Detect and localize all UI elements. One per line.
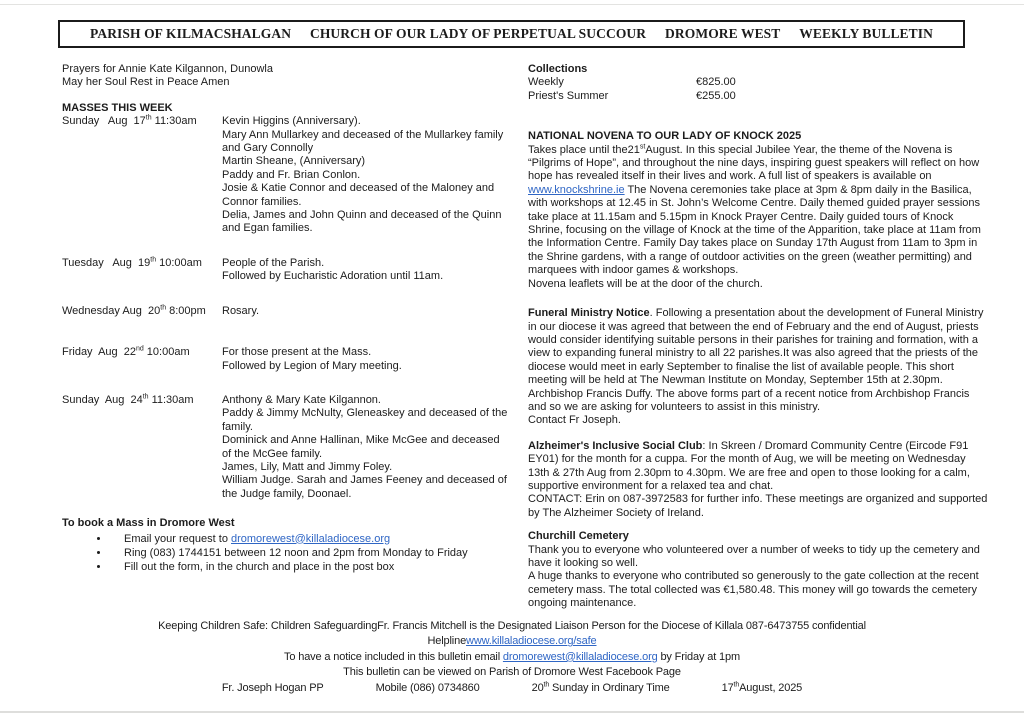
funeral-text: . Following a presentation about the development of Funeral Ministry in our diocese it was agreed that between the end of February and the end of August, priests would consider identifying suitable persons in their parishes for training and formation, with a view to expanding funeral ministry to all 22 parishes.It was also agreed that the priests of the diocese would meet in early September to finalise the list of available people. This short meeting will be held at The Newman Institute on Monday, September 15th at 2.30pm. Archbishop Francis Duffy. The above forms part of a recent notice from Archbishop Francis and so we are asking for volunteers to assist in this ministry.: [528, 307, 984, 413]
mass-row-tuesday-19: [62, 257, 514, 284]
novena-body: [528, 144, 990, 278]
sunday-text: Sunday in Ordinary Time: [549, 681, 670, 694]
mass-intention-line: Josie & Katie Connor and deceased of the Maloney and Connor families.: [222, 182, 495, 208]
notice-text: by Friday at 1pm: [657, 650, 740, 663]
mass-intention-line: People of the Parish.: [222, 256, 325, 269]
funeral-contact-line: Contact Fr Joseph.: [528, 414, 621, 427]
mass-intention-line: Anthony & Mary Kate Kilgannon.: [222, 393, 381, 406]
cemetery-paragraph: A huge thanks to everyone who contributed so generously to the gate collection at the recent cemetery mass. The total collected was €1,580.48. This money will go towards the cemetery ongoing maintenance.: [528, 570, 979, 610]
prayers-line: Prayers for Annie Kate Kilgannon, Dunowla: [62, 63, 273, 75]
collection-label: Weekly: [528, 76, 564, 89]
mass-day-date: Wednesday Aug 20: [62, 304, 161, 317]
novena-heading: NATIONAL NOVENA TO OUR LADY OF KNOCK 2025: [528, 130, 802, 143]
ordinal-suffix: th: [142, 393, 149, 401]
masthead-church: CHURCH OF OUR LADY OF PERPETUAL SUCCOUR: [309, 26, 647, 41]
mass-row-sunday-24: [62, 394, 514, 501]
book-mass-heading: To book a Mass in Dromore West: [62, 517, 235, 530]
facebook-line: This bulletin can be viewed on Parish of Dromore West Facebook Page: [343, 666, 681, 679]
mass-day-date: Tuesday Aug 19: [62, 256, 151, 269]
mass-intention-line: For those present at the Mass.: [222, 346, 372, 359]
cemetery-section: [528, 530, 990, 610]
mass-intentions: [222, 305, 510, 318]
prayers-note: [62, 63, 514, 90]
safeguarding-line: Keeping Children Safe: Children SafeguardingFr. Francis Mitchell is the Designated Liaison Person for the Diocese of Killala 087-6473755 confidential: [158, 620, 866, 632]
funeral-ministry-section: [528, 307, 990, 428]
mass-time: 8:00pm: [169, 304, 206, 317]
masthead-bulletin: WEEKLY BULLETIN: [799, 26, 933, 41]
footer-last-line: [0, 681, 1024, 696]
priest-name: Fr. Joseph Hogan PP: [221, 681, 324, 694]
mass-intention-line: Paddy & Jimmy McNulty, Gleneaskey and deceased of the family.: [222, 407, 508, 433]
scan-artifact-bottom: [0, 711, 1024, 713]
mass-row-sunday-17: [62, 115, 514, 236]
left-column: [62, 63, 514, 576]
mass-day-date: Friday Aug 22: [62, 346, 136, 359]
mass-date: [62, 305, 222, 318]
mass-row-wednesday-20: [62, 305, 514, 318]
mass-date: [62, 115, 222, 236]
alzheimers-section: [528, 440, 990, 520]
mass-date: [62, 346, 222, 373]
ordinal-suffix: th: [733, 680, 740, 688]
mass-intentions: [222, 394, 510, 501]
knockshrine-link[interactable]: www.knockshrine.ie: [528, 183, 625, 196]
alzheimers-contact-line: CONTACT: Erin on 087-3972583 for further info. These meetings are organized and supported by The Alzheimer Society of Ireland.: [528, 493, 988, 519]
collections-section: [528, 63, 990, 103]
mass-day-date: Sunday Aug 24: [62, 393, 143, 406]
notice-text: To have a notice included in this bulletin email: [284, 650, 503, 663]
sunday-number: 20: [531, 681, 544, 694]
collection-label: Priest's Summer: [528, 89, 609, 102]
mass-intention-line: Delia, James and John Quinn and deceased of the Quinn and Egan families.: [222, 209, 502, 235]
mass-day-date: Sunday Aug 17: [62, 115, 146, 128]
mass-date: [62, 394, 222, 501]
ordinal-suffix: th: [150, 256, 157, 264]
book-mass-bullet-email: [110, 533, 514, 546]
ordinal-suffix: nd: [136, 345, 144, 353]
collections-heading: Collections: [528, 63, 588, 75]
mass-intention-line: Followed by Legion of Mary meeting.: [222, 359, 402, 372]
mass-intention-line: Martin Sheane, (Anniversary): [222, 155, 366, 168]
book-mass-bullet-form: • Fill out the form, in the church and place in the post box: [110, 561, 514, 574]
novena-section: [528, 130, 990, 291]
book-mass-section: [62, 517, 514, 575]
book-mass-list: [62, 533, 514, 575]
mass-intention-line: Kevin Higgins (Anniversary).: [222, 115, 361, 128]
ordinal-suffix: th: [543, 680, 550, 688]
ordinal-suffix: th: [160, 304, 167, 312]
novena-text: August. In this special Jubilee Year, the theme of the Novena is “Pilgrims of Hope”, and throughout the nine days, inspiring guest speakers will reflect on how hope has revealed itself in their lives and work. A full list of speakers is available on: [528, 143, 980, 183]
liturgical-sunday: [532, 681, 670, 696]
funeral-body: [528, 307, 990, 414]
date-text: August, 2025: [739, 681, 803, 694]
masses-heading: MASSES THIS WEEK: [62, 101, 173, 114]
email-link[interactable]: dromorewest@killaladiocese.org: [231, 532, 391, 545]
mass-row-friday-22: [62, 346, 514, 373]
scan-artifact-top: [0, 4, 1024, 5]
mass-intention-line: Rosary.: [222, 304, 260, 317]
masthead: [58, 20, 965, 48]
alzheimers-heading: Alzheimer's Inclusive Social Club: [528, 439, 703, 452]
mass-time: 11:30am: [151, 393, 194, 406]
collection-amount: €825.00: [696, 76, 736, 89]
date-number: 17: [721, 681, 734, 694]
mass-date: [62, 257, 222, 284]
right-column: [528, 63, 990, 625]
footer: [0, 619, 1024, 696]
collection-row: [528, 90, 990, 103]
helpline-label: Helpline: [427, 635, 467, 648]
notice-line: [0, 650, 1024, 665]
mass-intention-line: Followed by Eucharistic Adoration until 11am.: [222, 270, 444, 283]
ordinal-suffix: th: [145, 114, 152, 122]
cemetery-heading: Churchill Cemetery: [528, 530, 629, 543]
mass-intention-line: Dominick and Anne Hallinan, Mike McGee and deceased of the McGee family.: [222, 434, 500, 460]
novena-text: The Novena ceremonies take place at 3pm & 8pm daily in the Basilica, with workshops at 12.45 in St. John’s Welcome Centre. Daily themed guided prayer sessions take place at 11.15am and 5.15pm in Knock Prayer Centre. Daily guided tours of Knock Shrine, focusing on the village of Knock at the time of the Apparition, take place at 11am from the Information Centre. Family Day takes place on Sunday 17th August from 11am to 3pm in the Shrine gardens, with a range of outdoor activities on the green (weather permitting) and marquees with indoor games & workshops.: [528, 183, 981, 277]
mass-time: 10:00am: [159, 256, 202, 269]
alzheimers-text: : In Skreen / Dromard Community Centre (Eircode F91 EY01) for the month for a cuppa. For the month of Aug, we will be meeting on Wednesday 13th & 27th Aug from 2.30pm to 4.30pm. We are free and open to those looking for a calm, supportive environment for a relaxed tea and chat.: [528, 439, 970, 492]
collection-row: [528, 76, 990, 89]
masthead-parish: PARISH OF KILMACSHALGAN: [90, 26, 292, 41]
mass-intentions: [222, 257, 510, 284]
mass-intention-line: William Judge. Sarah and James Feeney and deceased of the Judge family, Doonael.: [222, 474, 507, 500]
bulletin-email-link[interactable]: dromorewest@killaladiocese.org: [502, 650, 658, 663]
bulletin-date: [722, 681, 803, 696]
book-mass-bullet-ring: • Ring (083) 1744151 between 12 noon and 2pm from Monday to Friday: [110, 547, 514, 560]
mass-intentions: [222, 115, 510, 236]
safeguarding-link[interactable]: www.killaladiocese.org/safe: [466, 635, 597, 648]
prayers-line: May her Soul Rest in Peace Amen: [62, 76, 230, 89]
priest-mobile: Mobile (086) 0734860: [375, 681, 480, 694]
helpline-line: [0, 634, 1024, 649]
novena-leaflets-line: Novena leaflets will be at the door of the church.: [528, 277, 763, 290]
novena-text: Takes place until the21: [528, 143, 640, 156]
ordinal-suffix: st: [639, 142, 646, 150]
mass-intention-line: Mary Ann Mullarkey and deceased of the Mullarkey family and Gary Connolly: [222, 128, 504, 155]
masthead-location: DROMORE WEST: [665, 26, 781, 41]
funeral-heading: Funeral Ministry Notice: [528, 307, 650, 320]
mass-intention-line: Paddy and Fr. Brian Conlon.: [222, 168, 361, 181]
mass-intentions: [222, 346, 510, 373]
alzheimers-body: [528, 440, 990, 494]
mass-time: 10:00am: [146, 346, 190, 359]
bullet-text: Email your request to: [124, 532, 231, 545]
collection-amount: €255.00: [696, 89, 736, 102]
mass-intention-line: James, Lily, Matt and Jimmy Foley.: [222, 460, 393, 473]
mass-time: 11:30am: [154, 115, 197, 128]
cemetery-paragraph: Thank you to everyone who volunteered over a number of weeks to tidy up the cemetery and have it looking so well.: [528, 543, 980, 569]
